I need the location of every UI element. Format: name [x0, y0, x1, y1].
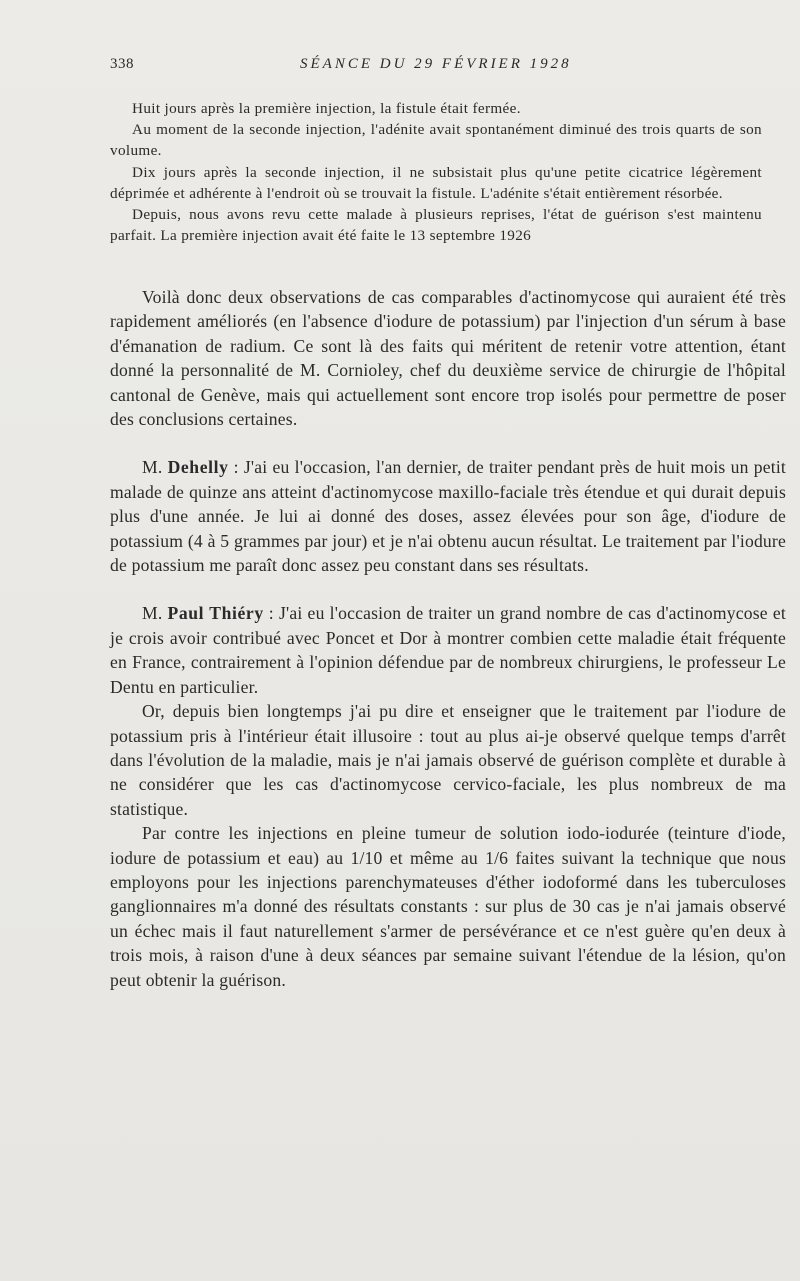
case-paragraph: Huit jours après la première injection, la fistule était fermée. [132, 100, 521, 117]
thiery-paragraph [110, 601, 786, 699]
case-paragraph: Dix jours après la seconde injection, il ne subsistait plus qu'une petite cicatrice légèrement déprimée et adhérente à l'endroit où se trouvait la fistule. L'adénite s'était entièrement résorbée. [110, 163, 762, 202]
page-number: 338 [110, 56, 134, 72]
page-header [110, 56, 782, 80]
thiery-paragraph-3: Par contre les injections en pleine tumeur de solution iodo-iodurée (teinture d'iode, iodure de potassium et eau) au 1/10 et même au 1/6 faites suivant la technique que nous employons pour les injections parenchymateuses d'éther iodoformé dans les tuberculoses ganglionnaires m'a donné des résultats constants : sur plus de 30 cas je n'ai jamais observé un échec mais il faut naturellement s'armer de persévérance et ce n'est guère qu'en deux à trois mois, à raison d'une à deux séances par semaine suivant l'étendue de la lésion, qu'on peut obtenir la guérison. [110, 823, 786, 990]
thiery-prefix: M. [142, 603, 168, 624]
case-report-block [110, 98, 762, 246]
speaker-dehelly: Dehelly [167, 457, 229, 478]
case-paragraph: Depuis, nous avons revu cette malade à plusieurs reprises, l'état de guérison s'est maintenu parfait. La première injection avait été faite le 13 septembre 1926 [110, 206, 762, 245]
discussion-block [110, 285, 786, 992]
speaker-paul-thiery: Paul Thiéry [167, 603, 264, 624]
dehelly-prefix: M. [142, 457, 168, 478]
dehelly-paragraph [110, 455, 786, 577]
case-paragraph: Au moment de la seconde injection, l'adénite avait spontanément diminué des trois quarts de son volume. [110, 121, 762, 160]
dehelly-text: : J'ai eu l'occasion, l'an dernier, de traiter pendant près de huit mois un petit malade de quinze ans atteint d'actinomycose maxillo-faciale très étendue et qui durait depuis plus d'une année. Je lui ai donné des doses, assez élevées pour son âge, d'iodure de potassium (4 à 5 grammes par jour) et je n'ai obtenu aucun résultat. Le traitement par l'iodure de potassium me paraît donc assez peu constant dans ses résultats. [110, 457, 787, 576]
conclusion-paragraph: Voilà donc deux observations de cas comparables d'actinomycose qui auraient été très rapidement améliorés (en l'absence d'iodure de potassium) par l'injection d'un sérum à base d'émanation de radium. Ce sont là des faits qui méritent de retenir votre attention, étant donné la personnalité de M. Cornioley, chef du deuxième service de chirurgie de l'hôpital cantonal de Genève, mais qui actuellement sont encore trop isolés pour permettre de poser des conclusions certaines. [110, 287, 786, 430]
running-title: SÉANCE DU 29 FÉVRIER 1928 [300, 56, 572, 72]
thiery-paragraph-2: Or, depuis bien longtemps j'ai pu dire et enseigner que le traitement par l'iodure de potassium pris à l'intérieur était illusoire : tout au plus ai-je observé quelque temps d'arrêt dans l'évolution de la maladie, mais je n'ai jamais observé de guérison complète et durable à ne considérer que les cas d'actinomycose cervico-faciale, les plus nombreux de ma statistique. [110, 701, 786, 819]
thiery-text: : J'ai eu l'occasion de traiter un grand nombre de cas d'actinomycose et je crois avoir contribué avec Poncet et Dor à montrer combien cette maladie était fréquente en France, contrairement à l'opinion défendue par de nombreux chirurgiens, le professeur Le Dentu en particulier. [110, 603, 786, 697]
